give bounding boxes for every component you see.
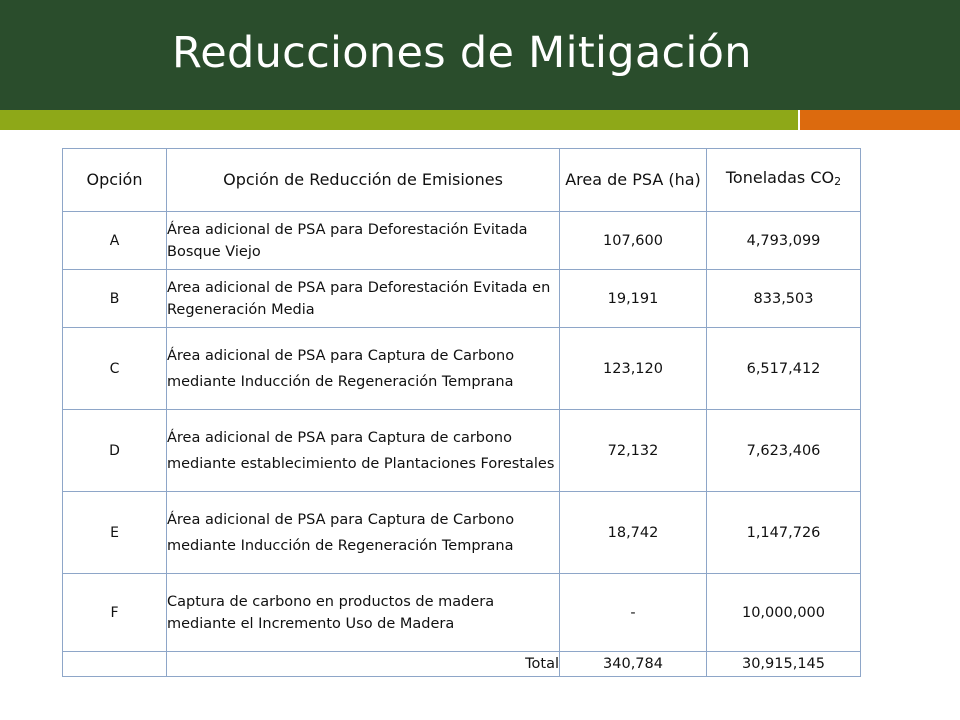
tonnes-cell: 833,503 — [707, 270, 861, 328]
header-description: Opción de Reducción de Emisiones — [167, 149, 560, 212]
description-cell: Área adicional de PSA para Deforestación Evitada Bosque Viejo — [167, 212, 560, 270]
tonnes-cell: 10,000,000 — [707, 574, 861, 652]
area-cell: - — [560, 574, 707, 652]
tonnes-cell: 4,793,099 — [707, 212, 861, 270]
option-cell: C — [63, 328, 167, 410]
header-tonnes-label: Toneladas CO — [725, 168, 835, 187]
description-cell: Área adicional de PSA para Captura de Carbono mediante Inducción de Regeneración Temprana — [167, 328, 560, 410]
title-bar — [0, 0, 960, 110]
table-row — [63, 328, 861, 410]
option-cell: B — [63, 270, 167, 328]
description-cell: Area adicional de PSA para Deforestación Evitada en Regeneración Media — [167, 270, 560, 328]
area-cell: 18,742 — [560, 492, 707, 574]
table-row — [63, 574, 861, 652]
header-tonnes-subscript: 2 — [834, 175, 842, 188]
total-label: Total — [167, 652, 560, 677]
total-tonnes: 30,915,145 — [707, 652, 861, 677]
mitigation-table — [62, 148, 861, 677]
tonnes-cell: 6,517,412 — [707, 328, 861, 410]
header-area — [560, 149, 707, 212]
description-cell: Área adicional de PSA para Captura de Carbono mediante Inducción de Regeneración Temprana — [167, 492, 560, 574]
area-cell: 107,600 — [560, 212, 707, 270]
table-row — [63, 492, 861, 574]
option-cell: A — [63, 212, 167, 270]
area-cell: 123,120 — [560, 328, 707, 410]
option-cell: F — [63, 574, 167, 652]
header-area-label: Area de PSA (ha) — [565, 170, 701, 189]
header-option: Opción — [63, 149, 167, 212]
description-cell: Área adicional de PSA para Captura de carbono mediante establecimiento de Plantaciones Forestales — [167, 410, 560, 492]
table-row — [63, 270, 861, 328]
option-cell: E — [63, 492, 167, 574]
total-area: 340,784 — [560, 652, 707, 677]
total-empty-cell — [63, 652, 167, 677]
table-row — [63, 212, 861, 270]
area-cell: 72,132 — [560, 410, 707, 492]
header-tonnes — [707, 149, 861, 212]
tonnes-cell: 7,623,406 — [707, 410, 861, 492]
tonnes-cell: 1,147,726 — [707, 492, 861, 574]
accent-stripe-orange — [800, 110, 960, 130]
table-header-row — [63, 149, 861, 212]
option-cell: D — [63, 410, 167, 492]
table-row — [63, 410, 861, 492]
slide-title: Reducciones de Mitigación — [172, 28, 752, 78]
accent-stripe-green — [0, 110, 800, 130]
description-cell: Captura de carbono en productos de madera mediante el Incremento Uso de Madera — [167, 574, 560, 652]
total-row — [63, 652, 861, 677]
area-cell: 19,191 — [560, 270, 707, 328]
